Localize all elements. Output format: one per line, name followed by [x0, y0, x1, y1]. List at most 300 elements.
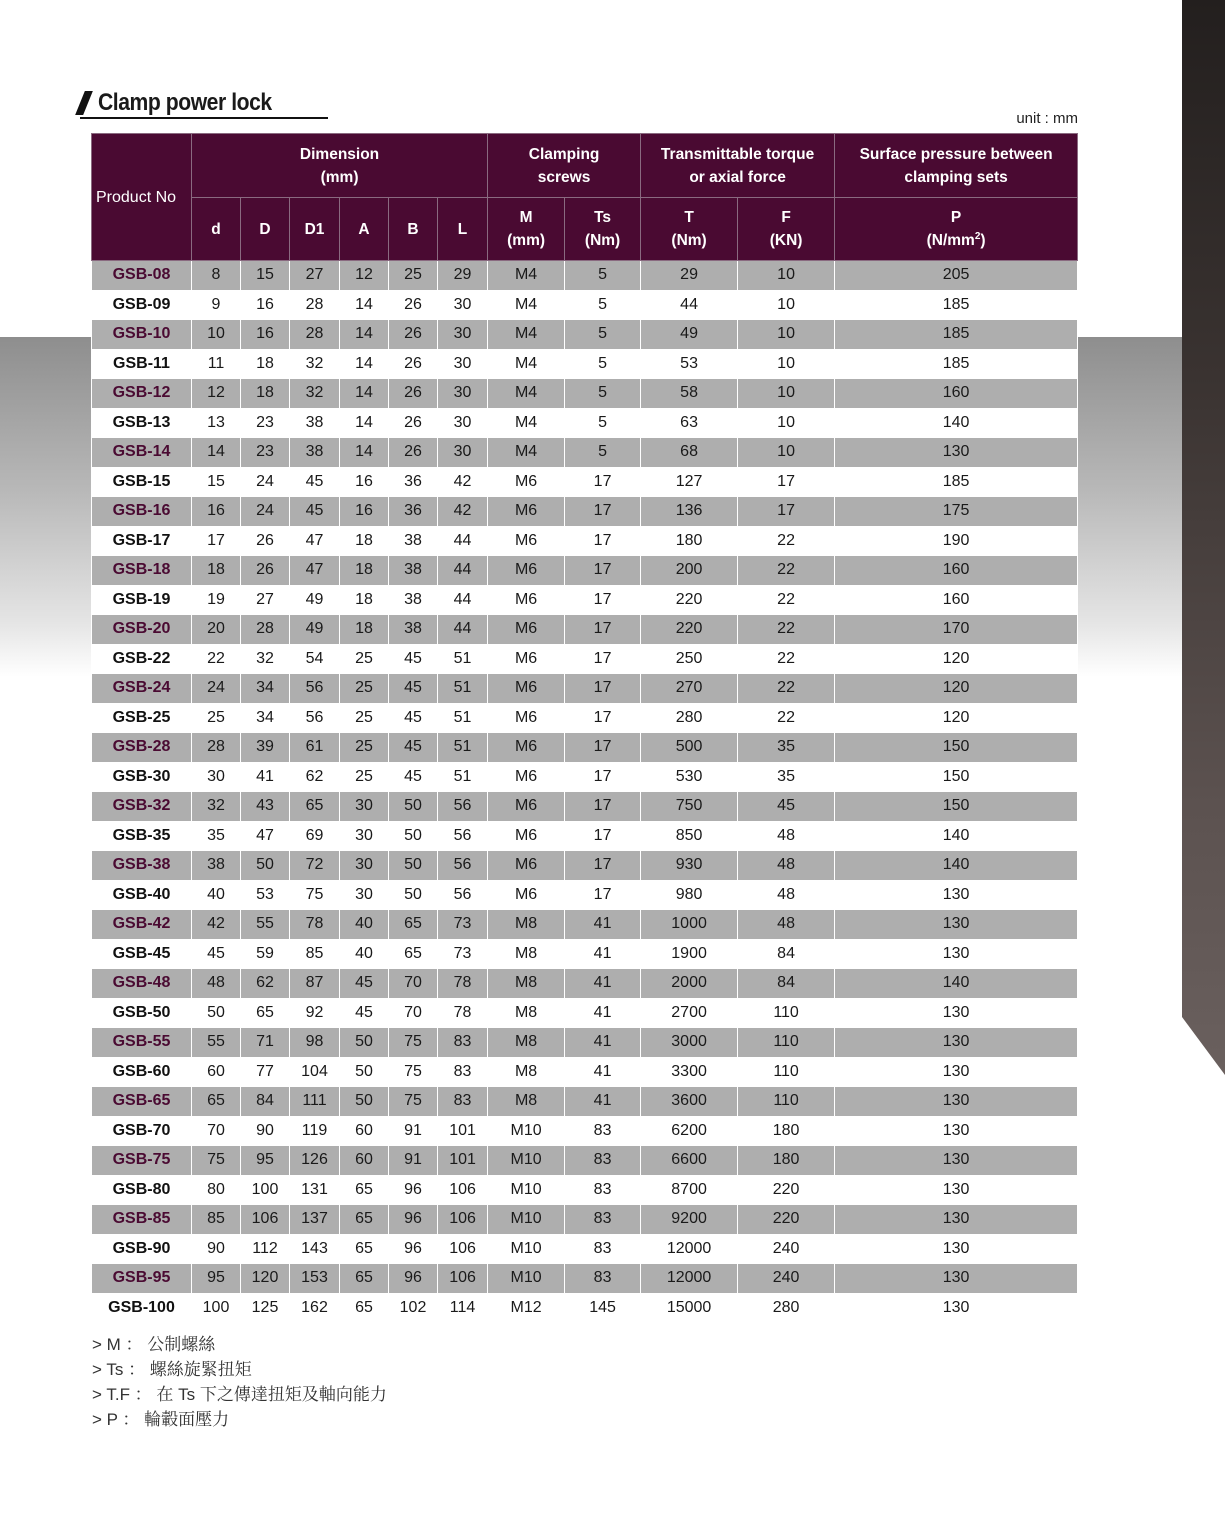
cell-d1: 85 — [290, 939, 340, 969]
header-F-unit: (KN) — [769, 232, 803, 249]
header-P-unit-sup: 2 — [974, 230, 981, 242]
cell-f: 84 — [738, 939, 835, 969]
header-P-unit-close: ) — [980, 232, 986, 249]
cell-d1: 153 — [290, 1264, 340, 1294]
cell-d: 17 — [192, 526, 241, 556]
cell-b: 26 — [389, 408, 438, 438]
cell-b: 38 — [389, 556, 438, 586]
cell-t: 2700 — [641, 998, 738, 1028]
cell-p: 130 — [835, 1293, 1078, 1322]
cell-a: 65 — [340, 1205, 389, 1235]
cell-a: 30 — [340, 880, 389, 910]
cell-d1: 92 — [290, 998, 340, 1028]
table-row — [92, 585, 1078, 615]
cell-p: 130 — [835, 1146, 1078, 1176]
cell-d: 42 — [192, 910, 241, 940]
cell-m: M6 — [488, 674, 565, 704]
cell-l: 73 — [438, 910, 488, 940]
cell-f: 280 — [738, 1293, 835, 1322]
cell-ts: 17 — [565, 556, 641, 586]
cell-b: 96 — [389, 1205, 438, 1235]
header-torque-label: Transmittable torque — [660, 145, 815, 163]
table-row — [92, 674, 1078, 704]
header-col-d: d — [192, 198, 241, 261]
cell-product: GSB-10 — [92, 320, 192, 350]
unit-label: unit : mm — [1016, 110, 1078, 127]
cell-b: 65 — [389, 910, 438, 940]
cell-l: 83 — [438, 1057, 488, 1087]
cell-t: 8700 — [641, 1175, 738, 1205]
cell-d: 28 — [241, 615, 290, 645]
cell-m: M6 — [488, 703, 565, 733]
cell-product: GSB-24 — [92, 674, 192, 704]
cell-b: 36 — [389, 467, 438, 497]
cell-d: 23 — [241, 438, 290, 468]
table-row — [92, 1205, 1078, 1235]
note-tf: > T.F ： 在 Ts 下之傳達扭矩及軸向能力 — [92, 1385, 387, 1404]
cell-d1: 45 — [290, 497, 340, 527]
cell-a: 30 — [340, 792, 389, 822]
cell-ts: 5 — [565, 438, 641, 468]
cell-d: 71 — [241, 1028, 290, 1058]
cell-p: 120 — [835, 674, 1078, 704]
table-row — [92, 733, 1078, 763]
cell-b: 38 — [389, 615, 438, 645]
cell-f: 84 — [738, 969, 835, 999]
cell-a: 25 — [340, 644, 389, 674]
cell-m: M8 — [488, 969, 565, 999]
cell-product: GSB-38 — [92, 851, 192, 881]
cell-b: 50 — [389, 880, 438, 910]
cell-p: 190 — [835, 526, 1078, 556]
cell-d: 106 — [241, 1205, 290, 1235]
table-row — [92, 851, 1078, 881]
cell-t: 220 — [641, 585, 738, 615]
cell-d: 95 — [192, 1264, 241, 1294]
cell-f: 110 — [738, 1087, 835, 1117]
cell-f: 48 — [738, 910, 835, 940]
cell-d: 59 — [241, 939, 290, 969]
cell-l: 106 — [438, 1234, 488, 1264]
cell-b: 75 — [389, 1057, 438, 1087]
cell-b: 26 — [389, 290, 438, 320]
cell-m: M8 — [488, 1057, 565, 1087]
cell-m: M4 — [488, 290, 565, 320]
cell-ts: 17 — [565, 674, 641, 704]
cell-ts: 41 — [565, 910, 641, 940]
cell-t: 136 — [641, 497, 738, 527]
cell-d: 24 — [241, 497, 290, 527]
cell-d1: 49 — [290, 615, 340, 645]
notes — [92, 1332, 387, 1432]
cell-product: GSB-75 — [92, 1146, 192, 1176]
table-row — [92, 467, 1078, 497]
table-row — [92, 320, 1078, 350]
cell-b: 50 — [389, 792, 438, 822]
table-row — [92, 438, 1078, 468]
cell-b: 38 — [389, 585, 438, 615]
cell-d: 70 — [192, 1116, 241, 1146]
cell-p: 185 — [835, 290, 1078, 320]
cell-a: 45 — [340, 998, 389, 1028]
cell-ts: 5 — [565, 261, 641, 291]
cell-m: M10 — [488, 1234, 565, 1264]
cell-t: 3600 — [641, 1087, 738, 1117]
cell-m: M8 — [488, 939, 565, 969]
cell-ts: 17 — [565, 792, 641, 822]
cell-a: 16 — [340, 497, 389, 527]
note-p: > P ： 輪轂面壓力 — [92, 1410, 230, 1429]
cell-f: 180 — [738, 1146, 835, 1176]
cell-b: 45 — [389, 762, 438, 792]
cell-a: 60 — [340, 1146, 389, 1176]
cell-l: 101 — [438, 1116, 488, 1146]
cell-p: 170 — [835, 615, 1078, 645]
cell-l: 30 — [438, 379, 488, 409]
cell-d1: 111 — [290, 1087, 340, 1117]
cell-m: M4 — [488, 320, 565, 350]
cell-b: 91 — [389, 1116, 438, 1146]
cell-a: 18 — [340, 615, 389, 645]
header-col-P — [835, 198, 1078, 261]
cell-ts: 17 — [565, 526, 641, 556]
cell-t: 3000 — [641, 1028, 738, 1058]
cell-ts: 5 — [565, 320, 641, 350]
cell-l: 78 — [438, 998, 488, 1028]
cell-d: 85 — [192, 1205, 241, 1235]
cell-l: 101 — [438, 1146, 488, 1176]
cell-l: 51 — [438, 762, 488, 792]
header-screws-label: screws — [537, 168, 591, 186]
cell-d1: 69 — [290, 821, 340, 851]
cell-a: 65 — [340, 1293, 389, 1322]
cell-ts: 5 — [565, 379, 641, 409]
cell-a: 30 — [340, 851, 389, 881]
cell-l: 42 — [438, 497, 488, 527]
cell-product: GSB-85 — [92, 1205, 192, 1235]
header-sets-label: clamping sets — [904, 168, 1008, 186]
cell-d: 30 — [192, 762, 241, 792]
header-Ts-unit: (Nm) — [584, 232, 621, 249]
cell-f: 22 — [738, 556, 835, 586]
cell-f: 22 — [738, 615, 835, 645]
cell-d: 23 — [241, 408, 290, 438]
cell-b: 26 — [389, 438, 438, 468]
cell-m: M6 — [488, 526, 565, 556]
spec-table — [91, 133, 1078, 1322]
cell-a: 40 — [340, 939, 389, 969]
cell-product: GSB-40 — [92, 880, 192, 910]
table-row — [92, 998, 1078, 1028]
cell-b: 65 — [389, 939, 438, 969]
cell-p: 140 — [835, 851, 1078, 881]
cell-f: 10 — [738, 320, 835, 350]
cell-f: 110 — [738, 1057, 835, 1087]
cell-p: 130 — [835, 1264, 1078, 1294]
cell-d1: 162 — [290, 1293, 340, 1322]
cell-p: 160 — [835, 585, 1078, 615]
table-row — [92, 1057, 1078, 1087]
cell-t: 750 — [641, 792, 738, 822]
cell-product: GSB-30 — [92, 762, 192, 792]
cell-f: 220 — [738, 1175, 835, 1205]
cell-a: 14 — [340, 349, 389, 379]
cell-l: 106 — [438, 1175, 488, 1205]
cell-m: M4 — [488, 349, 565, 379]
cell-ts: 17 — [565, 644, 641, 674]
cell-b: 38 — [389, 526, 438, 556]
cell-m: M10 — [488, 1146, 565, 1176]
cell-b: 96 — [389, 1264, 438, 1294]
cell-a: 45 — [340, 969, 389, 999]
cell-b: 70 — [389, 969, 438, 999]
cell-ts: 5 — [565, 349, 641, 379]
cell-d: 50 — [192, 998, 241, 1028]
cell-f: 22 — [738, 674, 835, 704]
cell-ts: 17 — [565, 467, 641, 497]
cell-ts: 17 — [565, 880, 641, 910]
cell-l: 44 — [438, 585, 488, 615]
cell-m: M6 — [488, 497, 565, 527]
cell-p: 130 — [835, 880, 1078, 910]
cell-ts: 83 — [565, 1146, 641, 1176]
cell-d1: 61 — [290, 733, 340, 763]
cell-d1: 98 — [290, 1028, 340, 1058]
cell-d1: 45 — [290, 467, 340, 497]
cell-d: 77 — [241, 1057, 290, 1087]
cell-product: GSB-100 — [92, 1293, 192, 1322]
cell-d1: 32 — [290, 349, 340, 379]
cell-d: 55 — [241, 910, 290, 940]
cell-d: 43 — [241, 792, 290, 822]
cell-m: M10 — [488, 1205, 565, 1235]
cell-f: 22 — [738, 585, 835, 615]
cell-ts: 41 — [565, 1087, 641, 1117]
cell-product: GSB-60 — [92, 1057, 192, 1087]
header-col-L: L — [438, 198, 488, 261]
cell-d1: 143 — [290, 1234, 340, 1264]
cell-d: 26 — [241, 556, 290, 586]
cell-f: 10 — [738, 438, 835, 468]
cell-f: 240 — [738, 1234, 835, 1264]
cell-a: 65 — [340, 1264, 389, 1294]
cell-m: M6 — [488, 762, 565, 792]
cell-d: 112 — [241, 1234, 290, 1264]
cell-d: 40 — [192, 880, 241, 910]
cell-f: 220 — [738, 1205, 835, 1235]
header-T-label: T — [684, 209, 694, 226]
cell-ts: 41 — [565, 1057, 641, 1087]
table-row — [92, 556, 1078, 586]
cell-product: GSB-15 — [92, 467, 192, 497]
cell-b: 91 — [389, 1146, 438, 1176]
cell-d1: 78 — [290, 910, 340, 940]
cell-l: 44 — [438, 615, 488, 645]
cell-d1: 28 — [290, 290, 340, 320]
table-row — [92, 1146, 1078, 1176]
cell-f: 180 — [738, 1116, 835, 1146]
cell-p: 120 — [835, 644, 1078, 674]
cell-l: 42 — [438, 467, 488, 497]
cell-a: 65 — [340, 1175, 389, 1205]
cell-b: 36 — [389, 497, 438, 527]
cell-f: 45 — [738, 792, 835, 822]
cell-a: 12 — [340, 261, 389, 291]
cell-f: 10 — [738, 379, 835, 409]
title-slash-icon — [75, 91, 93, 115]
cell-p: 130 — [835, 1234, 1078, 1264]
cell-d: 16 — [241, 290, 290, 320]
note-ts: > Ts ： 螺絲旋緊扭矩 — [92, 1360, 252, 1379]
cell-d1: 65 — [290, 792, 340, 822]
cell-p: 130 — [835, 998, 1078, 1028]
cell-a: 50 — [340, 1057, 389, 1087]
cell-l: 30 — [438, 438, 488, 468]
cell-d: 15 — [241, 261, 290, 291]
cell-m: M6 — [488, 792, 565, 822]
cell-p: 140 — [835, 408, 1078, 438]
table-row — [92, 1087, 1078, 1117]
cell-f: 22 — [738, 644, 835, 674]
cell-d1: 126 — [290, 1146, 340, 1176]
cell-d: 50 — [241, 851, 290, 881]
header-M-label: M — [519, 209, 533, 226]
table-row — [92, 1116, 1078, 1146]
cell-t: 9200 — [641, 1205, 738, 1235]
cell-product: GSB-16 — [92, 497, 192, 527]
table-row — [92, 910, 1078, 940]
cell-p: 140 — [835, 969, 1078, 999]
cell-l: 56 — [438, 821, 488, 851]
cell-f: 48 — [738, 821, 835, 851]
cell-b: 26 — [389, 349, 438, 379]
cell-l: 51 — [438, 644, 488, 674]
cell-t: 200 — [641, 556, 738, 586]
header-P-unit-text: (N/mm — [926, 232, 975, 249]
cell-m: M8 — [488, 1028, 565, 1058]
cell-m: M4 — [488, 408, 565, 438]
cell-l: 51 — [438, 703, 488, 733]
cell-ts: 83 — [565, 1264, 641, 1294]
cell-b: 50 — [389, 851, 438, 881]
cell-p: 130 — [835, 1087, 1078, 1117]
cell-ts: 17 — [565, 615, 641, 645]
cell-d: 100 — [192, 1293, 241, 1322]
cell-product: GSB-12 — [92, 379, 192, 409]
cell-p: 185 — [835, 320, 1078, 350]
cell-a: 14 — [340, 379, 389, 409]
cell-d: 20 — [192, 615, 241, 645]
cell-ts: 41 — [565, 998, 641, 1028]
cell-d: 15 — [192, 467, 241, 497]
cell-d: 16 — [241, 320, 290, 350]
cell-d1: 38 — [290, 408, 340, 438]
cell-t: 500 — [641, 733, 738, 763]
cell-f: 110 — [738, 1028, 835, 1058]
header-col-M — [488, 198, 565, 261]
cell-l: 51 — [438, 733, 488, 763]
table-row — [92, 939, 1078, 969]
cell-m: M12 — [488, 1293, 565, 1322]
cell-t: 250 — [641, 644, 738, 674]
cell-d: 90 — [241, 1116, 290, 1146]
cell-f: 17 — [738, 497, 835, 527]
cell-a: 25 — [340, 733, 389, 763]
header-col-D1: D1 — [290, 198, 340, 261]
cell-product: GSB-55 — [92, 1028, 192, 1058]
cell-m: M4 — [488, 261, 565, 291]
cell-a: 14 — [340, 438, 389, 468]
header-dimension — [192, 134, 488, 198]
cell-ts: 145 — [565, 1293, 641, 1322]
cell-d: 22 — [192, 644, 241, 674]
cell-l: 78 — [438, 969, 488, 999]
cell-a: 50 — [340, 1087, 389, 1117]
cell-m: M6 — [488, 615, 565, 645]
cell-l: 30 — [438, 320, 488, 350]
cell-p: 150 — [835, 733, 1078, 763]
table-row — [92, 880, 1078, 910]
cell-d1: 137 — [290, 1205, 340, 1235]
cell-b: 45 — [389, 703, 438, 733]
cell-l: 56 — [438, 880, 488, 910]
table-row — [92, 1234, 1078, 1264]
cell-a: 18 — [340, 526, 389, 556]
cell-l: 83 — [438, 1028, 488, 1058]
cell-d1: 62 — [290, 762, 340, 792]
cell-f: 10 — [738, 408, 835, 438]
cell-a: 60 — [340, 1116, 389, 1146]
header-pressure-label: Surface pressure between — [859, 145, 1053, 163]
table-row — [92, 526, 1078, 556]
cell-t: 53 — [641, 349, 738, 379]
cell-ts: 17 — [565, 851, 641, 881]
cell-d: 65 — [241, 998, 290, 1028]
cell-t: 2000 — [641, 969, 738, 999]
cell-l: 114 — [438, 1293, 488, 1322]
header-col-A: A — [340, 198, 389, 261]
cell-product: GSB-50 — [92, 998, 192, 1028]
cell-l: 56 — [438, 851, 488, 881]
cell-m: M6 — [488, 821, 565, 851]
cell-ts: 41 — [565, 1028, 641, 1058]
cell-ts: 5 — [565, 290, 641, 320]
cell-product: GSB-25 — [92, 703, 192, 733]
cell-t: 1900 — [641, 939, 738, 969]
cell-ts: 17 — [565, 733, 641, 763]
cell-t: 3300 — [641, 1057, 738, 1087]
cell-product: GSB-22 — [92, 644, 192, 674]
cell-ts: 41 — [565, 969, 641, 999]
cell-p: 130 — [835, 1116, 1078, 1146]
cell-t: 270 — [641, 674, 738, 704]
cell-b: 70 — [389, 998, 438, 1028]
cell-l: 51 — [438, 674, 488, 704]
cell-d: 26 — [241, 526, 290, 556]
header-axial-label: or axial force — [689, 168, 786, 186]
title-text: Clamp power lock — [98, 89, 272, 116]
header-clamping-label: Clamping — [528, 145, 600, 163]
cell-b: 25 — [389, 261, 438, 291]
cell-d: 41 — [241, 762, 290, 792]
cell-l: 29 — [438, 261, 488, 291]
cell-p: 185 — [835, 349, 1078, 379]
header-col-F — [738, 198, 835, 261]
cell-a: 16 — [340, 467, 389, 497]
cell-p: 130 — [835, 1205, 1078, 1235]
cell-d: 14 — [192, 438, 241, 468]
cell-t: 68 — [641, 438, 738, 468]
